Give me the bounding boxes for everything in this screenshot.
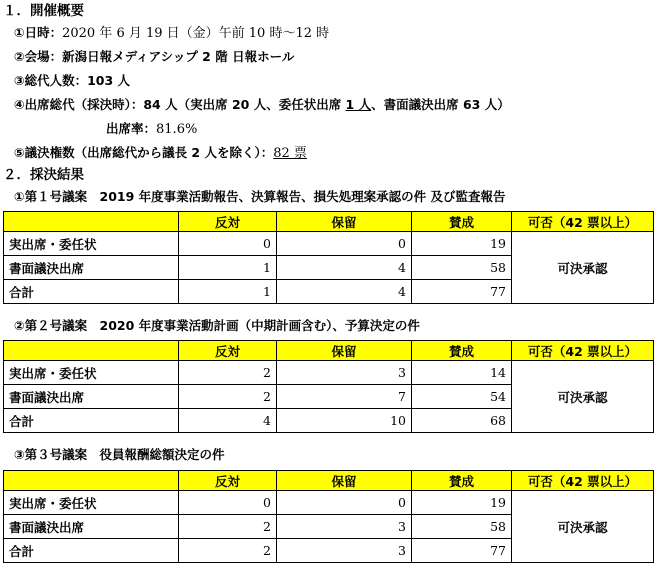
header-cell-result: 可否（42 票以上） xyxy=(512,471,654,491)
rate-line xyxy=(106,121,197,138)
bill3-vote-table xyxy=(3,470,654,563)
for-cell: 58 xyxy=(412,256,512,280)
header-cell-for: 賛成 xyxy=(412,341,512,361)
bill3-title-text: 役員報酬総額決定の件 xyxy=(99,447,225,462)
section1-heading: １．開催概要 xyxy=(3,3,84,19)
row-label: 書面議決出席 xyxy=(4,515,179,539)
total-line xyxy=(14,73,130,90)
header-cell-empty xyxy=(4,341,179,361)
hold-cell: 0 xyxy=(277,232,412,256)
table-row xyxy=(4,232,654,256)
table-header-row xyxy=(4,341,654,361)
for-cell: 58 xyxy=(412,515,512,539)
attendance-value-pre: 84 人（実出席 20 人、委任状出席 xyxy=(143,97,346,112)
result-cell: 可決承認 xyxy=(512,491,654,563)
for-cell: 19 xyxy=(412,491,512,515)
against-cell: 2 xyxy=(179,385,277,409)
bill3-title xyxy=(14,447,225,464)
bill3-title-label: ③第３号議案 xyxy=(14,447,88,462)
hold-cell: 0 xyxy=(277,491,412,515)
result-cell: 可決承認 xyxy=(512,232,654,304)
hold-cell: 7 xyxy=(277,385,412,409)
attendance-value-underlined: 1 人 xyxy=(345,97,372,112)
rate-value: 81.6% xyxy=(156,122,198,137)
row-label: 書面議決出席 xyxy=(4,256,179,280)
datetime-value: 2020 年 6 月 19 日（金）午前 10 時～12 時 xyxy=(62,26,330,41)
total-label: ③総代人数： xyxy=(14,73,88,88)
bill2-title xyxy=(14,318,420,335)
against-cell: 4 xyxy=(179,409,277,433)
votes-value: 82 票 xyxy=(273,146,307,161)
against-cell: 2 xyxy=(179,539,277,563)
for-cell: 68 xyxy=(412,409,512,433)
bill1-title-text: 2019 年度事業活動報告、決算報告、損失処理案承認の件 及び監査報告 xyxy=(99,189,506,204)
header-cell-result: 可否（42 票以上） xyxy=(512,341,654,361)
venue-line: ②会場：新潟日報メディアシップ 2 階 日報ホール xyxy=(14,49,295,64)
table-header-row xyxy=(4,471,654,491)
header-cell-result: 可否（42 票以上） xyxy=(512,212,654,232)
header-cell-for: 賛成 xyxy=(412,471,512,491)
bill1-title-label: ①第１号議案 xyxy=(14,189,88,204)
table-row xyxy=(4,491,654,515)
table-row xyxy=(4,361,654,385)
header-cell-hold: 保留 xyxy=(277,212,412,232)
for-cell: 14 xyxy=(412,361,512,385)
against-cell: 2 xyxy=(179,515,277,539)
attendance-value-post: 、書面議決出席 63 人） xyxy=(371,97,510,112)
row-label: 実出席・委任状 xyxy=(4,361,179,385)
for-cell: 77 xyxy=(412,539,512,563)
against-cell: 0 xyxy=(179,232,277,256)
hold-cell: 4 xyxy=(277,280,412,304)
hold-cell: 4 xyxy=(277,256,412,280)
header-cell-hold: 保留 xyxy=(277,341,412,361)
header-cell-hold: 保留 xyxy=(277,471,412,491)
header-cell-against: 反対 xyxy=(179,212,277,232)
row-label: 書面議決出席 xyxy=(4,385,179,409)
against-cell: 1 xyxy=(179,280,277,304)
hold-cell: 3 xyxy=(277,539,412,563)
total-value: 103 人 xyxy=(87,73,131,88)
hold-cell: 3 xyxy=(277,515,412,539)
bill1-vote-table xyxy=(3,211,654,304)
bill2-title-label: ②第２号議案 xyxy=(14,318,88,333)
header-cell-empty xyxy=(4,471,179,491)
table-header-row xyxy=(4,212,654,232)
row-label: 合計 xyxy=(4,409,179,433)
result-cell: 可決承認 xyxy=(512,361,654,433)
against-cell: 1 xyxy=(179,256,277,280)
row-label: 合計 xyxy=(4,539,179,563)
attendance-line xyxy=(14,97,510,114)
for-cell: 54 xyxy=(412,385,512,409)
row-label: 合計 xyxy=(4,280,179,304)
votes-line xyxy=(14,145,307,162)
hold-cell: 3 xyxy=(277,361,412,385)
votes-label: ⑤議決権数（出席総代から議長 2 人を除く）： xyxy=(14,145,274,160)
row-label: 実出席・委任状 xyxy=(4,232,179,256)
against-cell: 2 xyxy=(179,361,277,385)
attendance-label: ④出席総代（採決時）： xyxy=(14,97,144,112)
hold-cell: 10 xyxy=(277,409,412,433)
section2-heading: ２．採決結果 xyxy=(3,167,84,183)
for-cell: 77 xyxy=(412,280,512,304)
header-cell-against: 反対 xyxy=(179,341,277,361)
datetime-label: ①日時： xyxy=(14,25,63,40)
bill2-vote-table xyxy=(3,340,654,433)
header-cell-against: 反対 xyxy=(179,471,277,491)
datetime-line xyxy=(14,25,329,42)
against-cell: 0 xyxy=(179,491,277,515)
bill1-title xyxy=(14,189,506,206)
row-label: 実出席・委任状 xyxy=(4,491,179,515)
rate-label: 出席率： xyxy=(106,121,157,136)
for-cell: 19 xyxy=(412,232,512,256)
bill2-title-text: 2020 年度事業活動計画（中期計画含む）、予算決定の件 xyxy=(99,318,420,333)
header-cell-empty xyxy=(4,212,179,232)
header-cell-for: 賛成 xyxy=(412,212,512,232)
